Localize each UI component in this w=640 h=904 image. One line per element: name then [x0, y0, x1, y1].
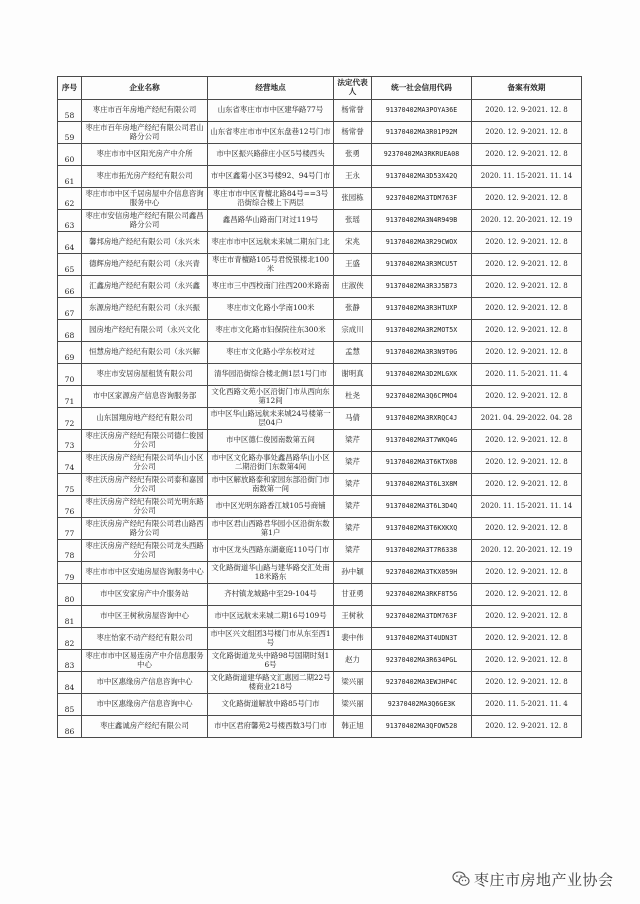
table-row	[58, 122, 582, 144]
table-row	[58, 342, 582, 364]
legal-representative: 梁芹	[334, 540, 372, 562]
table-row	[58, 232, 582, 254]
business-address: 文化路街道建华路文汇惠园二期22号楼商业218号	[208, 672, 334, 694]
header-legal-rep: 法定代表人	[334, 77, 372, 100]
company-name: 枣庄沃房房产经纪有限公司光明东路分公司	[82, 496, 208, 518]
valid-period: 2020. 12. 9-2021. 12. 8	[472, 232, 582, 254]
credit-code: 91370402MA3T7WKQ4G	[372, 430, 472, 452]
row-number: 62	[58, 188, 82, 210]
company-name: 市中区家源房产信息咨询服务部	[82, 386, 208, 408]
valid-period: 2020. 12. 9-2021. 12. 8	[472, 254, 582, 276]
valid-period: 2020. 11. 5-2021. 11. 4	[472, 364, 582, 386]
legal-representative: 梁芹	[334, 452, 372, 474]
credit-code: 91370402MA3T6L3D4Q	[372, 496, 472, 518]
legal-representative: 王盛	[334, 254, 372, 276]
company-name: 馨邦房地产经纪有限公司（永兴未	[82, 232, 208, 254]
row-number: 78	[58, 540, 82, 562]
valid-period: 2020. 11. 5-2021. 11. 4	[472, 694, 582, 716]
credit-code: 91370402MA3T6KXKXQ	[372, 518, 472, 540]
company-name: 枣庄沃房房产经纪有限公司龙头西路分公司	[82, 540, 208, 562]
valid-period: 2020. 12. 9-2021. 12. 8	[472, 188, 582, 210]
business-address: 市中区德仁俊园南数第五间	[208, 430, 334, 452]
row-number: 75	[58, 474, 82, 496]
credit-code: 92370402MA3EWJHP4C	[372, 672, 472, 694]
company-name: 枣庄市百年房地产经纪有限公司	[82, 100, 208, 122]
credit-code: 91370402MA3R2MOT5X	[372, 320, 472, 342]
credit-code: 92370402MA3TKX059H	[372, 562, 472, 584]
legal-representative: 宗成川	[334, 320, 372, 342]
credit-code: 92370402MA3Q6GE3K	[372, 694, 472, 716]
valid-period: 2020. 11. 15-2021. 11. 14	[472, 166, 582, 188]
business-address: 市中区华山路远航未来城24号楼第一层04户	[208, 408, 334, 430]
row-number: 73	[58, 430, 82, 452]
business-address: 枣庄市文化路小学南100米	[208, 298, 334, 320]
credit-code: 92370402MA3Q6CPMO4	[372, 386, 472, 408]
wechat-icon	[452, 871, 470, 887]
legal-representative: 张园栋	[334, 188, 372, 210]
legal-representative: 梁芹	[334, 430, 372, 452]
valid-period: 2020. 12. 9-2021. 12. 8	[472, 716, 582, 738]
business-address: 枣庄市市中区青檀北路84号==3号沿街综合楼上下两层	[208, 188, 334, 210]
company-name: 德辉房地产经纪有限公司（永兴青	[82, 254, 208, 276]
row-number: 77	[58, 518, 82, 540]
table-row	[58, 518, 582, 540]
credit-code: 92370402MA3RKRUEA08	[372, 144, 472, 166]
table-row	[58, 386, 582, 408]
legal-representative: 杜尧	[334, 386, 372, 408]
row-number: 81	[58, 606, 82, 628]
company-name: 枣庄沃房房产经纪有限公司德仁俊园分公司	[82, 430, 208, 452]
business-address: 市中区君山西路君华园小区沿街东数第1户	[208, 518, 334, 540]
credit-code: 92370402MA3RKF8T5G	[372, 584, 472, 606]
table-row	[58, 188, 582, 210]
row-number: 58	[58, 100, 82, 122]
business-address: 鑫昌路华山路南门对过119号	[208, 210, 334, 232]
credit-code: 91370402MA3D2MLGXK	[372, 364, 472, 386]
valid-period: 2020. 12. 9-2021. 12. 8	[472, 650, 582, 672]
row-number: 67	[58, 298, 82, 320]
header-no: 序号	[58, 77, 82, 100]
company-name: 枣庄市安居房屋租赁有限公司	[82, 364, 208, 386]
credit-code: 91370402MA3T6KTX08	[372, 452, 472, 474]
business-address: 市中区文化路办事处鑫昌路华山小区二期沿街门东数第4间	[208, 452, 334, 474]
credit-code: 91370402MA3RXRQC4J	[372, 408, 472, 430]
legal-representative: 韩正旭	[334, 716, 372, 738]
legal-representative: 谢明真	[334, 364, 372, 386]
company-name: 枣庄鑫诚房产经纪有限公司	[82, 716, 208, 738]
valid-period: 2020. 12. 9-2021. 12. 8	[472, 298, 582, 320]
table-row	[58, 452, 582, 474]
company-name: 枣庄沃房房产经纪有限公司泰和嘉园分公司	[82, 474, 208, 496]
table-row	[58, 474, 582, 496]
company-name: 市中区惠缘房产信息咨询中心	[82, 672, 208, 694]
legal-representative: 王永	[334, 166, 372, 188]
legal-representative: 孟慧	[334, 342, 372, 364]
business-address: 清华园沿街综合楼北侧1层1号门市	[208, 364, 334, 386]
row-number: 74	[58, 452, 82, 474]
valid-period: 2020. 12. 9-2021. 12. 8	[472, 628, 582, 650]
row-number: 61	[58, 166, 82, 188]
business-address: 市中区龙头西路东湖豪庭110号门市	[208, 540, 334, 562]
table-row	[58, 320, 582, 342]
company-name: 汇鑫房地产经纪有限公司（永兴鑫	[82, 276, 208, 298]
legal-representative: 赵力	[334, 650, 372, 672]
valid-period: 2020. 12. 9-2021. 12. 8	[472, 144, 582, 166]
company-name: 枣庄沃房房产经纪有限公司君山路西路分公司	[82, 518, 208, 540]
legal-representative: 孙中颖	[334, 562, 372, 584]
legal-representative: 王树秋	[334, 606, 372, 628]
table-row	[58, 408, 582, 430]
valid-period: 2020. 12. 9-2021. 12. 8	[472, 342, 582, 364]
table-row	[58, 716, 582, 738]
legal-representative: 张瑶	[334, 210, 372, 232]
legal-representative: 梁芹	[334, 496, 372, 518]
credit-code: 91370402MA3R3MCU5T	[372, 254, 472, 276]
legal-representative: 庄淑侠	[334, 276, 372, 298]
row-number: 83	[58, 650, 82, 672]
valid-period: 2020. 12. 9-2021. 12. 8	[472, 474, 582, 496]
table-row	[58, 694, 582, 716]
row-number: 65	[58, 254, 82, 276]
valid-period: 2020. 12. 9-2021. 12. 8	[472, 386, 582, 408]
valid-period: 2020. 12. 9-2021. 12. 8	[472, 276, 582, 298]
credit-code: 91370402MA3N4R949B	[372, 210, 472, 232]
business-address: 文化路街道龙头中路98号国期时刻16号	[208, 650, 334, 672]
legal-representative: 甘亚勇	[334, 584, 372, 606]
row-number: 82	[58, 628, 82, 650]
header-address: 经营地点	[208, 77, 334, 100]
business-address: 齐村镇龙城路中至29-104号	[208, 584, 334, 606]
business-address: 市中区光明东路香江城105号商铺	[208, 496, 334, 518]
valid-period: 2020. 12. 9-2021. 12. 8	[472, 562, 582, 584]
valid-period: 2020. 12. 9-2021. 12. 8	[472, 122, 582, 144]
legal-representative: 梁兴丽	[334, 694, 372, 716]
table-row	[58, 562, 582, 584]
row-number: 69	[58, 342, 82, 364]
legal-representative: 梁芹	[334, 474, 372, 496]
business-address: 枣庄市三中西校南门往西200米路南	[208, 276, 334, 298]
company-name: 山东国翔房地产经纪有限公司	[82, 408, 208, 430]
legal-representative: 梁兴丽	[334, 672, 372, 694]
business-address: 文化路街道华山路与建华路交汇处南18米路东	[208, 562, 334, 584]
valid-period: 2020. 12. 20-2021. 12. 19	[472, 210, 582, 232]
row-number: 76	[58, 496, 82, 518]
header-valid-period: 备案有效期	[472, 77, 582, 100]
business-address: 枣庄市青檀路105号君悦银楼北100米	[208, 254, 334, 276]
credit-code: 91370402MA3R3J5B73	[372, 276, 472, 298]
table-row	[58, 650, 582, 672]
table-row	[58, 496, 582, 518]
table-row	[58, 210, 582, 232]
business-address: 市中区君府馨苑2号楼西数3号门市	[208, 716, 334, 738]
credit-code: 91370402MA3T7R6338	[372, 540, 472, 562]
company-name: 枣庄市市中区安迪房屋咨询服务中心	[82, 562, 208, 584]
company-name: 枣庄市市中区易连房产中介信息服务中心	[82, 650, 208, 672]
credit-code: 91370402MA3R3HTUXP	[372, 298, 472, 320]
table-row	[58, 606, 582, 628]
header-credit-code: 统一社会信用代码	[372, 77, 472, 100]
credit-code: 91370402MA3R01P92M	[372, 122, 472, 144]
company-name: 枣庄怡家不动产经纪有限公司	[82, 628, 208, 650]
business-address: 山东省枣庄市市中区建华路77号	[208, 100, 334, 122]
row-number: 66	[58, 276, 82, 298]
legal-representative: 杨常誉	[334, 122, 372, 144]
row-number: 68	[58, 320, 82, 342]
legal-representative: 杨常誉	[334, 100, 372, 122]
row-number: 63	[58, 210, 82, 232]
business-address: 文化路街道解放中路85号门市	[208, 694, 334, 716]
legal-representative: 裴中伟	[334, 628, 372, 650]
business-address: 文化西路文苑小区沿街门市从西向东第12间	[208, 386, 334, 408]
business-address: 市中区远航未来城二期16号109号	[208, 606, 334, 628]
valid-period: 2020. 11. 15-2021. 11. 14	[472, 496, 582, 518]
credit-code: 91370402MA3T6L3X8M	[372, 474, 472, 496]
row-number: 85	[58, 694, 82, 716]
credit-code: 91370402MA3T4UDN3T	[372, 628, 472, 650]
credit-code: 92370402MA3TDM763F	[372, 606, 472, 628]
credit-code: 92370402MA3TDM763F	[372, 188, 472, 210]
company-name: 枣庄市拓光房产经纪有限公司	[82, 166, 208, 188]
credit-code: 91370402MA3QFOW528	[372, 716, 472, 738]
company-name: 东源房地产经纪有限公司（永兴振	[82, 298, 208, 320]
watermark	[452, 869, 614, 889]
table-row	[58, 298, 582, 320]
company-name: 枣庄市市中区阳光房产中介所	[82, 144, 208, 166]
row-number: 59	[58, 122, 82, 144]
business-address: 市中区兴文组团3号楼门市从东至西1号	[208, 628, 334, 650]
legal-representative: 张勇	[334, 144, 372, 166]
business-address: 市中区鑫菊小区3号楼92、94号门市	[208, 166, 334, 188]
table-row	[58, 364, 582, 386]
credit-code: 91370402MA3D53X42Q	[372, 166, 472, 188]
company-name: 市中区惠缘房产信息咨询中心	[82, 694, 208, 716]
company-name: 枣庄市安信房地产经纪有限公司鑫昌路分公司	[82, 210, 208, 232]
company-name: 恒慧房地产经纪有限公司（永兴解	[82, 342, 208, 364]
row-number: 80	[58, 584, 82, 606]
business-address: 市中区解放路泰和家园东部沿街门市南数第一间	[208, 474, 334, 496]
valid-period: 2020. 12. 9-2021. 12. 8	[472, 430, 582, 452]
valid-period: 2020. 12. 9-2021. 12. 8	[472, 518, 582, 540]
row-number: 72	[58, 408, 82, 430]
row-number: 84	[58, 672, 82, 694]
valid-period: 2020. 12. 9-2021. 12. 8	[472, 584, 582, 606]
legal-representative: 梁芹	[334, 518, 372, 540]
company-name: 市中区王树秋房屋咨询中心	[82, 606, 208, 628]
business-address: 枣庄市文化路市妇保院往东300米	[208, 320, 334, 342]
header-company: 企业名称	[82, 77, 208, 100]
valid-period: 2021. 04. 29-2022. 04. 28	[472, 408, 582, 430]
table-row	[58, 584, 582, 606]
row-number: 60	[58, 144, 82, 166]
company-name: 园房地产经纪有限公司（永兴文化	[82, 320, 208, 342]
table-row	[58, 628, 582, 650]
row-number: 70	[58, 364, 82, 386]
business-address: 市中区振兴路薛庄小区5号楼西头	[208, 144, 334, 166]
company-name: 枣庄市百年房地产经纪有限公司君山路分公司	[82, 122, 208, 144]
table-row	[58, 100, 582, 122]
company-name: 市中区安家房产中介服务站	[82, 584, 208, 606]
table-header-row	[58, 77, 582, 100]
valid-period: 2020. 12. 9-2021. 12. 8	[472, 100, 582, 122]
credit-code: 91370402MA3R3N9T0G	[372, 342, 472, 364]
valid-period: 2020. 12. 9-2021. 12. 8	[472, 672, 582, 694]
credit-code: 91370402MA3R29CWOX	[372, 232, 472, 254]
table-row	[58, 430, 582, 452]
credit-code: 92370402MA3R634PGL	[372, 650, 472, 672]
business-address: 山东省枣庄市市中区东盘巷12号门市	[208, 122, 334, 144]
credit-code: 91370402MA3POYA36E	[372, 100, 472, 122]
watermark-text: 枣庄市房地产业协会	[474, 870, 614, 889]
business-address: 枣庄市文化路小学东校对过	[208, 342, 334, 364]
business-address: 枣庄市市中区远航未来城二期东门北	[208, 232, 334, 254]
row-number: 79	[58, 562, 82, 584]
legal-representative: 张静	[334, 298, 372, 320]
company-name: 枣庄市市中区千居房屋中介信息咨询服务中心	[82, 188, 208, 210]
row-number: 86	[58, 716, 82, 738]
row-number: 71	[58, 386, 82, 408]
table-row	[58, 672, 582, 694]
table-row	[58, 540, 582, 562]
valid-period: 2020. 12. 9-2021. 12. 8	[472, 606, 582, 628]
table-row	[58, 276, 582, 298]
valid-period: 2020. 12. 9-2021. 12. 8	[472, 452, 582, 474]
legal-representative: 马倩	[334, 408, 372, 430]
valid-period: 2020. 12. 20-2021. 12. 19	[472, 540, 582, 562]
table-row	[58, 254, 582, 276]
valid-period: 2020. 12. 9-2021. 12. 8	[472, 320, 582, 342]
filing-records-table	[57, 76, 582, 738]
table-row	[58, 144, 582, 166]
table-row	[58, 166, 582, 188]
legal-representative: 宋兆	[334, 232, 372, 254]
company-name: 枣庄沃房房产经纪有限公司华山小区分公司	[82, 452, 208, 474]
row-number: 64	[58, 232, 82, 254]
